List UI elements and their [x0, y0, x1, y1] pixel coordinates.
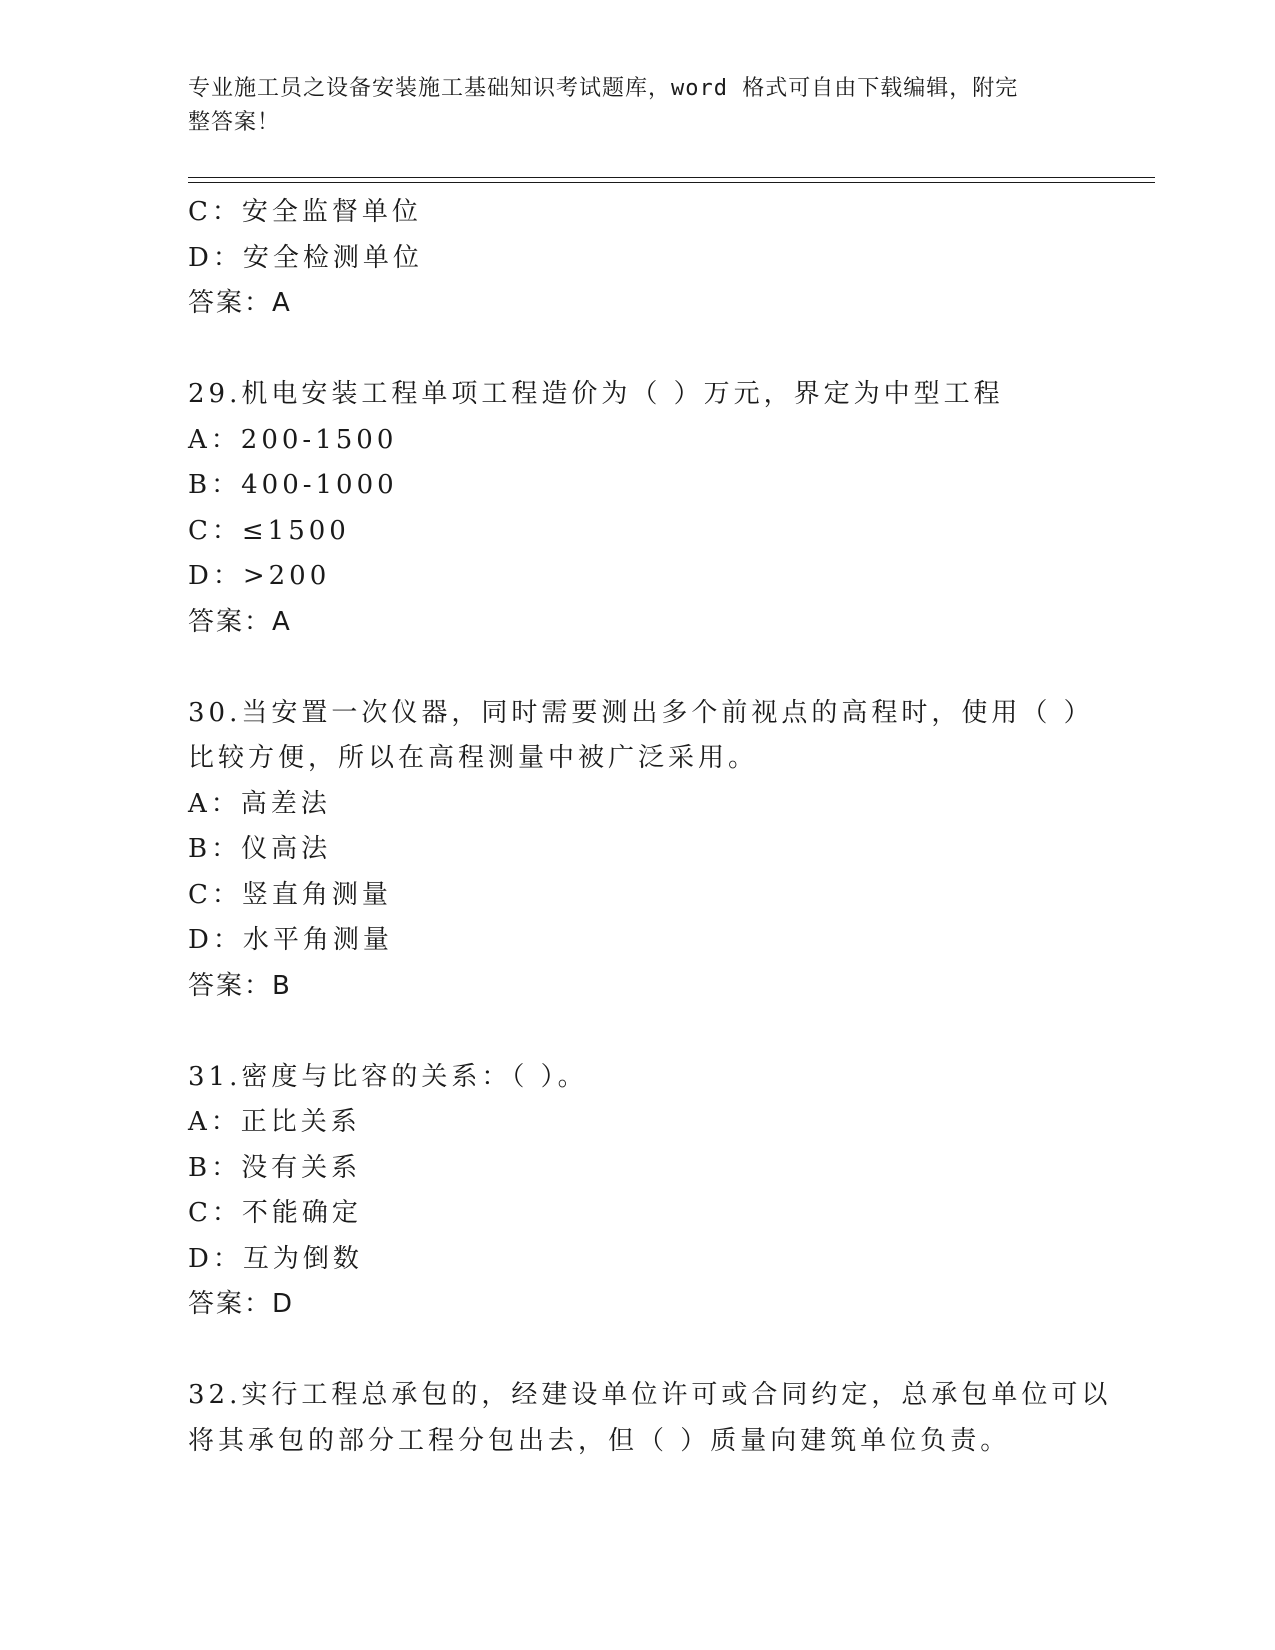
question-text: 30.当安置一次仪器，同时需要测出多个前视点的高程时，使用（ ）: [188, 697, 1094, 728]
question-31: [188, 1055, 1088, 1328]
option-b: B：仪高法: [188, 834, 332, 864]
question-30: [188, 691, 1094, 1010]
header-divider-bottom: [188, 182, 1155, 183]
option-d: D：水平角测量: [188, 925, 393, 955]
option-c: C：竖直角测量: [188, 879, 392, 910]
question-partial: [188, 190, 1088, 327]
question-text: 32.实行工程总承包的，经建设单位许可或合同约定，总承包单位可以: [188, 1380, 1112, 1410]
option-d: D：互为倒数: [188, 1243, 363, 1274]
option-a: A：正比关系: [188, 1107, 361, 1137]
question-text-continued: 比较方便，所以在高程测量中被广泛采用。: [188, 743, 759, 773]
option-c: C：安全监督单位: [188, 197, 422, 227]
question-32: [188, 1373, 1112, 1464]
option-c: C：≤1500: [188, 515, 350, 546]
option-d: D：安全检测单位: [188, 242, 423, 273]
question-text: 29.机电安装工程单项工程造价为（ ）万元，界定为中型工程: [188, 379, 1004, 409]
option-b: B：400-1000: [188, 470, 398, 500]
spacer: [188, 327, 1088, 373]
option-a: A：高差法: [188, 788, 331, 819]
question-content: [188, 190, 1112, 1464]
option-c: C：不能确定: [188, 1198, 362, 1228]
answer: 答案：B: [188, 970, 292, 1001]
spacer: [188, 1009, 1088, 1055]
option-b: B：没有关系: [188, 1152, 362, 1183]
header-line-2: 整答案！: [188, 110, 281, 135]
answer: 答案：D: [188, 1289, 295, 1319]
option-d: D：>200: [188, 561, 331, 591]
answer: 答案：A: [188, 288, 292, 318]
header-line-1: 专业施工员之设备安装施工基础知识考试题库，word 格式可自由下载编辑，附完: [188, 76, 1019, 101]
answer: 答案：A: [188, 606, 292, 637]
question-29: [188, 372, 1088, 645]
spacer: [188, 1328, 1088, 1374]
question-text: 31.密度与比容的关系：（ ）。: [188, 1061, 588, 1092]
spacer: [188, 645, 1088, 691]
question-text-continued: 将其承包的部分工程分包出去，但（ ）质量向建筑单位负责。: [188, 1425, 1011, 1456]
header-divider-top: [188, 177, 1155, 178]
option-a: A：200-1500: [188, 424, 398, 455]
document-header: [188, 72, 1068, 140]
